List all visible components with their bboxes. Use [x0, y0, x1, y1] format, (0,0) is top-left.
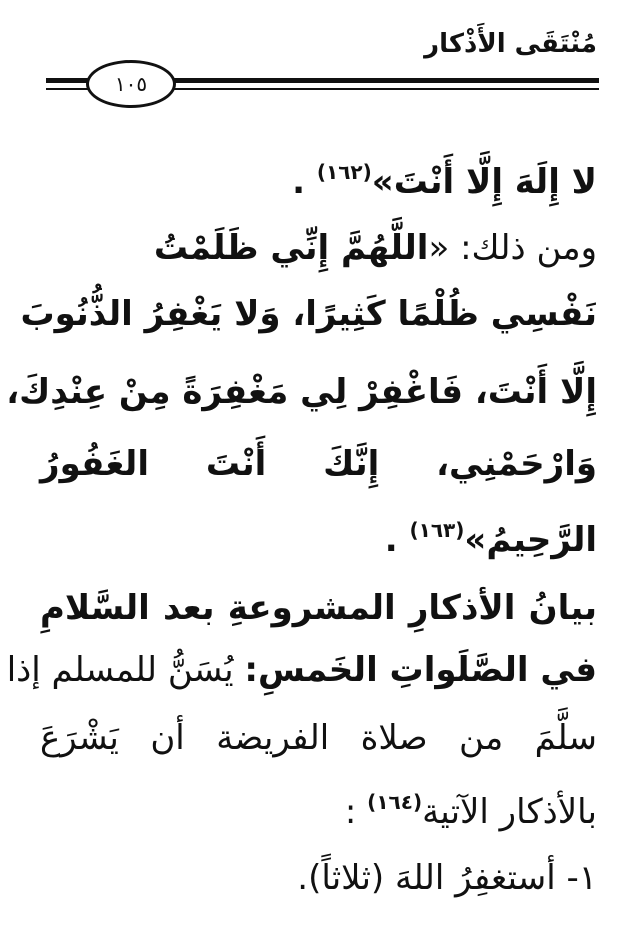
list-item-1: ١- أستغفِرُ اللهَ (ثلاثاً). [297, 858, 597, 898]
footnote-ref-162: (١٦٢) [316, 160, 372, 184]
dua-text-start: اللَّهُمَّ إِنِّي ظَلَمْتُ [153, 228, 429, 268]
dua-text-end: الرَّحِيمُ» [464, 520, 597, 560]
text-line-3: نَفْسِي ظُلْمًا كَثِيرًا، وَلا يَغْفِرُ الذُّنُوبَ [20, 294, 597, 334]
text-line-2 [40, 218, 597, 278]
page-number: ١٠٥ [114, 72, 148, 96]
footnote-ref-164: (١٦٤) [367, 790, 423, 814]
section-heading-line-1: بيانُ الأذكارِ المشروعةِ بعد السَّلامِ [40, 588, 597, 628]
sunnah-text: يُسَنُّ للمسلم إذا [6, 650, 234, 690]
text-line-4: إِلَّا أَنْتَ، فَاغْفِرْ لِي مَغْفِرَةً مِنْ عِنْدِكَ، [6, 372, 597, 412]
quote-end-text: لا إِلَهَ إِلَّا أَنْتَ» [371, 162, 597, 202]
running-header-title: مُنْتَقَى الأَذْكار [424, 29, 597, 59]
text-line-1 [40, 142, 597, 202]
footnote-ref-163: (١٦٣) [409, 518, 465, 542]
text-line-5: وَارْحَمْنِي، إِنَّكَ أَنْتَ الغَفُورُ [40, 444, 597, 484]
text-line-8 [6, 640, 597, 700]
period: . [384, 520, 398, 560]
text-line-9: سلَّمَ من صلاة الفريضة أن يَشْرَعَ [40, 718, 597, 758]
text-line-6 [40, 500, 597, 560]
page-number-badge [86, 60, 176, 108]
colon: : [344, 792, 357, 832]
adhkar-text: بالأذكار الآتية [422, 792, 597, 832]
text-line-10 [40, 772, 597, 832]
intro-text: ومن ذلك: « [428, 228, 597, 268]
period: . [292, 162, 306, 202]
section-heading-line-2: في الصَّلَواتِ الخَمسِ: [244, 650, 597, 690]
